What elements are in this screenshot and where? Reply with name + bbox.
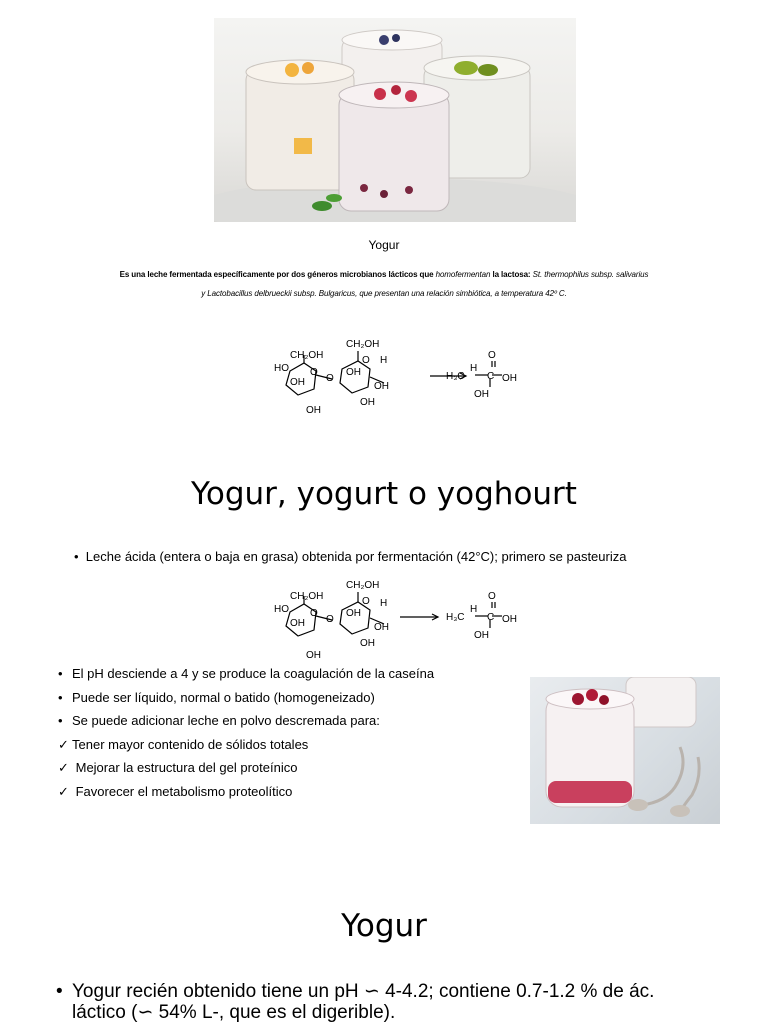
list-item — [58, 735, 434, 759]
chem-label: O — [326, 373, 334, 384]
bullet-mark: • — [58, 713, 63, 728]
slide-title-yogur: Yogur — [341, 908, 427, 944]
description-species: St. thermophilus subsp. salivarius — [532, 270, 649, 279]
chem-label: OH — [306, 405, 321, 416]
chem-label: O — [310, 608, 318, 619]
yogurt-properties-list — [58, 664, 434, 805]
chem-label: HO — [274, 363, 289, 374]
chem-label: OH — [290, 377, 305, 388]
chem-label: O — [362, 355, 370, 366]
bullet-yogur-ph — [56, 981, 756, 1023]
chem-label: OH — [374, 622, 389, 633]
list-item-text: El pH desciende a 4 y se produce la coagulación de la caseína — [72, 666, 435, 681]
list-item — [58, 711, 434, 735]
chem-label: H — [470, 363, 478, 374]
chem-label: CH₂OH — [290, 591, 324, 602]
chem-label: C — [487, 371, 495, 382]
chem-label: H — [470, 604, 478, 615]
chem-label: CH₂OH — [346, 339, 380, 350]
reaction-structure — [270, 333, 530, 425]
list-item — [58, 782, 434, 806]
bullet-text: Yogur recién obtenido tiene un pH ∽ 4-4.2; contiene 0.7-1.2 % de ác. — [72, 981, 655, 1002]
bullet-text: Leche ácida (entera o baja en grasa) obtenida por fermentación (42°C); primero se pasteuriza — [85, 549, 627, 564]
chem-label: H — [380, 355, 388, 366]
description-text: la lactosa: — [490, 270, 533, 279]
list-item-text: Puede ser líquido, normal o batido (homogeneizado) — [72, 689, 375, 705]
bullet-line-continuation: láctico (∽ 54% L-, que es el digerible). — [72, 1002, 396, 1023]
chem-label: CH₂OH — [290, 350, 324, 361]
slide-title-yogur-yogurt-yoghourt: Yogur, yogurt o yoghourt — [191, 476, 577, 512]
chem-label: OH — [474, 630, 489, 641]
chem-label: H₃C — [446, 612, 465, 623]
list-item — [58, 664, 434, 688]
chem-label: O — [488, 350, 496, 361]
bullet-leche-acida — [74, 549, 626, 564]
yogurt-cups-photo — [214, 18, 576, 222]
chem-label: OH — [502, 373, 517, 384]
chem-label: OH — [474, 389, 489, 400]
description-line-2: y Lactobacillus delbrueckii subsp. Bulgaricus, que presentan una relación simbiótica, a temperatura 42º C. — [201, 289, 567, 298]
chem-label: OH — [306, 650, 321, 661]
list-item-text: Favorecer el metabolismo proteolítico — [72, 783, 293, 799]
description-line-1 — [0, 270, 768, 279]
chem-label: OH — [502, 614, 517, 625]
check-icon: ✓ — [58, 760, 69, 775]
list-item — [58, 688, 434, 712]
chem-label: H₃C — [446, 371, 465, 382]
chem-label: OH — [346, 608, 361, 619]
chem-label: O — [310, 367, 318, 378]
bullet-mark: • — [58, 666, 63, 681]
photo-caption-title: Yogur — [368, 238, 400, 252]
chem-label: H — [380, 598, 388, 609]
chem-label: CH₂OH — [346, 580, 380, 591]
chem-label: O — [326, 614, 334, 625]
check-icon: ✓ — [58, 736, 69, 752]
yogurt-jars-illustration — [530, 677, 720, 824]
bullet-mark: • — [56, 981, 63, 1002]
chem-label: OH — [346, 367, 361, 378]
description-text: Es una leche fermentada específicamente por dos géneros microbianos lácticos que — [119, 270, 436, 279]
chem-label: OH — [360, 638, 375, 649]
reaction-structure — [270, 574, 530, 666]
bullet-line — [56, 981, 756, 1002]
list-item — [58, 758, 434, 782]
yogurt-jars-photo — [530, 677, 720, 824]
check-icon: ✓ — [58, 783, 69, 799]
list-item-text: Se puede adicionar leche en polvo descremada para: — [72, 713, 380, 728]
chem-label: OH — [360, 397, 375, 408]
chem-label: O — [488, 591, 496, 602]
description-term: homofermentan — [435, 270, 491, 279]
lactose-to-lactic-acid-reaction-2 — [270, 574, 530, 666]
chem-label: HO — [274, 604, 289, 615]
chem-label: O — [362, 596, 370, 607]
bullet-mark: • — [74, 549, 79, 564]
yogurt-cups-illustration — [214, 18, 576, 222]
list-item-text: Mejorar la estructura del gel proteínico — [72, 760, 298, 775]
lactose-to-lactic-acid-reaction — [270, 333, 530, 425]
chem-label: OH — [374, 381, 389, 392]
list-item-text: Tener mayor contenido de sólidos totales — [72, 736, 309, 752]
chem-label: C — [487, 612, 495, 623]
chem-label: OH — [290, 618, 305, 629]
bullet-mark: • — [58, 689, 63, 705]
